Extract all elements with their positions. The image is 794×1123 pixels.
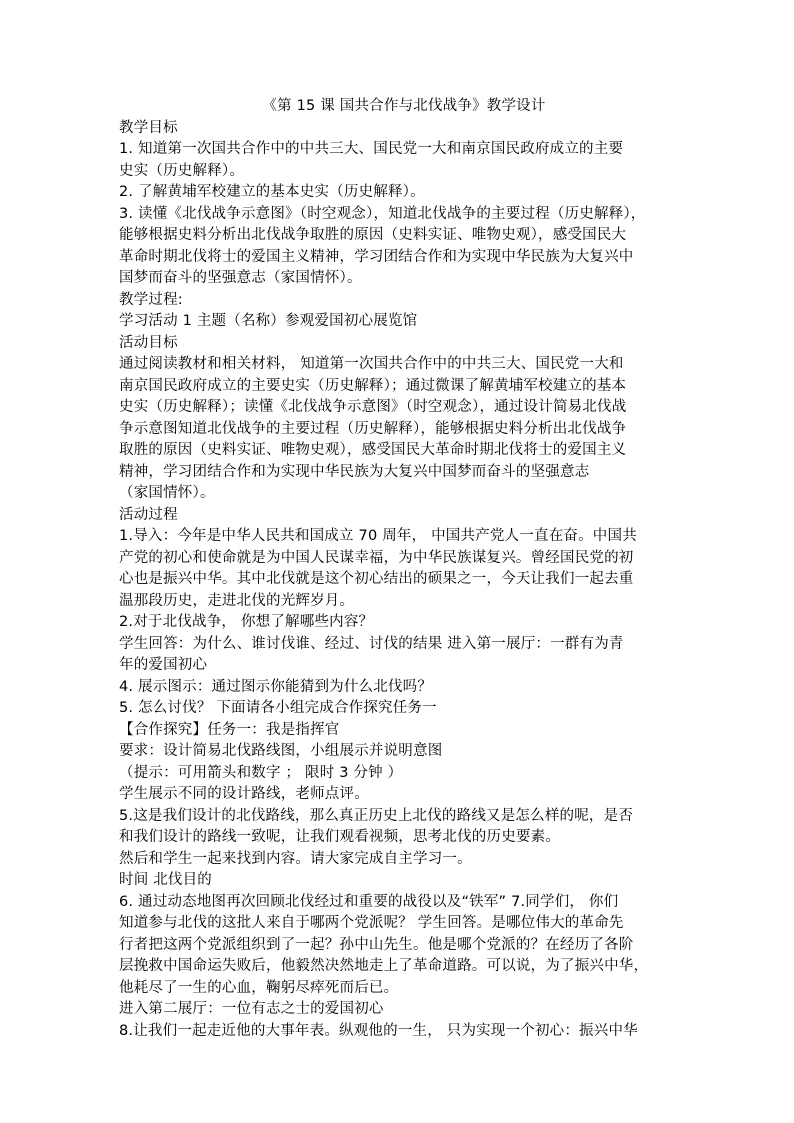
paragraph-line: 3. 读懂《北伐战争示意图》（时空观念），知道北伐战争的主要过程（历史解释），: [119, 205, 646, 222]
paragraph-line: 行者把这两个党派组织到了一起？孙中山先生。他是哪个党派的？在经历了各阶: [119, 936, 634, 953]
paragraph-line: 6. 通过动态地图再次回顾北伐经过和重要的战役以及“铁军” 7.同学们， 你们: [119, 893, 619, 910]
paragraph-line: 要求：设计简易北伐路线图，小组展示并说明意图: [119, 743, 443, 759]
paragraph-line: 1.导入：今年是中华人民共和国成立 70 周年， 中国共产党人一直在奋。中国共: [119, 528, 637, 544]
paragraph-line: 学生展示不同的设计路线，老师点评。: [119, 786, 369, 802]
paragraph-line: 心也是振兴中华。其中北伐就是这个初心结出的硕果之一，今天让我们一起去重: [119, 571, 634, 587]
paragraph-line: 学生回答：为什么、谁讨伐谁、经过、讨伐的结果 进入第一展厅：一群有为青: [119, 635, 624, 652]
paragraph-line: 8.让我们一起走近他的大事年表。纵观他的一生， 只为实现一个初心：振兴中华: [119, 1022, 638, 1039]
paragraph-line: 然后和学生一起来找到内容。请大家完成自主学习一。: [119, 850, 472, 867]
paragraph-line: 国梦而奋斗的坚强意志（家国情怀）。: [119, 270, 362, 286]
paragraph-line: 革命时期北伐将士的爱国主义精神，学习团结合作和为实现中华民族为大复兴中: [119, 248, 634, 265]
paragraph-line: （提示：可用箭头和数字 ； 限时 3 分钟 ）: [119, 764, 403, 781]
paragraph-line: 年的爱国初心: [119, 657, 208, 673]
paragraph-line: 精神，学习团结合作和为实现中华民族为大复兴中国梦而奋斗的坚强意志: [119, 463, 590, 480]
paragraph-line: 4. 展示图示：通过图示你能猜到为什么北伐吗？: [119, 678, 433, 695]
paragraph-line: 南京国民政府成立的主要史实（历史解释）；通过微课了解黄埔军校建立的基本: [119, 377, 627, 394]
paragraph-line: 进入第二展厅：一位有志之士的爱国初心: [119, 1001, 384, 1017]
paragraph-line: 他耗尽了一生的心血，鞠躬尽瘁死而后已。: [119, 979, 399, 996]
paragraph-line: 时间 北伐目的: [119, 872, 213, 888]
section-heading-process: 教学过程:: [119, 291, 183, 308]
paragraph-line: 2. 了解黄埔军校建立的基本史实（历史解释）。: [119, 184, 425, 200]
paragraph-line: 1. 知道第一次国共合作中的中共三大、国民党一大和南京国民政府成立的主要: [119, 141, 624, 157]
section-heading-objectives: 教学目标: [119, 119, 178, 136]
paragraph-line: 知道参与北伐的这批人来自于哪两个党派呢？ 学生回答。是哪位伟大的革命先: [119, 915, 624, 931]
document-body: [119, 96, 679, 1042]
paragraph-line: 2.对于北伐战争， 你想了解哪些内容？: [119, 614, 374, 630]
paragraph-line: 能够根据史料分析出北伐战争取胜的原因（史料实证、唯物史观），感受国民大: [119, 227, 627, 243]
paragraph-line: 产党的初心和使命就是为中国人民谋幸福，为中华民族谋复兴。曾经国民党的初: [119, 549, 634, 566]
paragraph-line: 取胜的原因（史料实证、唯物史观），感受国民大革命时期北伐将士的爱国主义: [119, 442, 627, 458]
activity-heading: 学习活动 1 主题（名称）参观爱国初心展览馆: [119, 313, 418, 329]
paragraph-line: （家国情怀）。: [119, 485, 215, 501]
paragraph-line: 温那段历史，走进北伐的光辉岁月。: [119, 592, 355, 609]
section-heading-activity-objectives: 活动目标: [119, 334, 178, 351]
paragraph-line: 史实（历史解释）；读懂《北伐战争示意图》（时空观念），通过设计简易北伐战: [119, 399, 627, 415]
paragraph-line: 通过阅读教材和相关材料， 知道第一次国共合作中的中共三大、国民党一大和: [119, 356, 624, 372]
document-title: 《第 15 课 国共合作与北伐战争》教学设计: [262, 98, 546, 114]
paragraph-line: 5.这是我们设计的北伐路线，那么真正历史上北伐的路线又是怎么样的呢，是否: [119, 807, 634, 824]
paragraph-line: 【合作探究】任务一：我是指挥官: [119, 721, 340, 738]
section-heading-activity-process: 活动过程: [119, 506, 178, 523]
paragraph-line: 层挽救中国命运失败后，他毅然决然地走上了革命道路。可以说，为了振兴中华，: [119, 958, 649, 974]
paragraph-line: 和我们设计的路线一致呢，让我们观看视频，思考北伐的历史要素。: [119, 829, 560, 845]
paragraph-line: 争示意图知道北伐战争的主要过程（历史解释），能够根据史料分析出北伐战争: [119, 420, 627, 437]
paragraph-line: 5. 怎么讨伐？ 下面请各小组完成合作探究任务一: [119, 700, 437, 716]
paragraph-line: 史实（历史解释）。: [119, 162, 245, 179]
